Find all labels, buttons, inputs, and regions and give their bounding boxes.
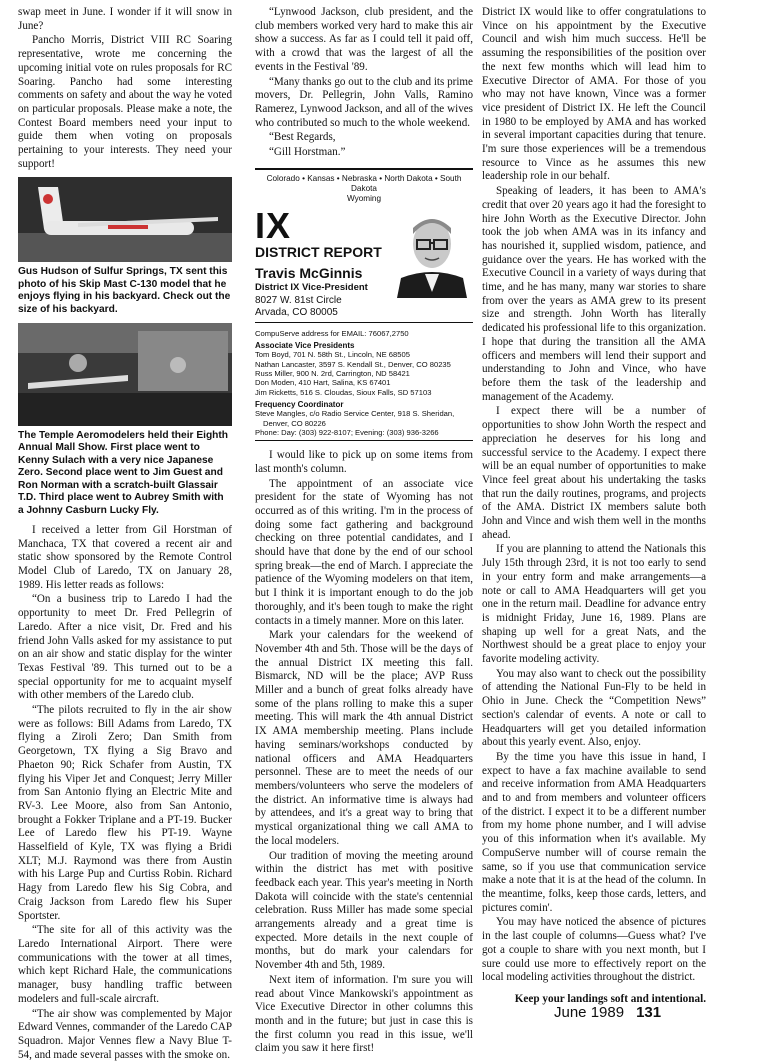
photo1-caption: Gus Hudson of Sulfur Springs, TX sent this photo of his Skip Mast C-130 model that he enjoys flying in his backyard. Check out the size of his backyard. xyxy=(18,266,231,315)
freq-coordinator: Steve Mangles, c/o Radio Service Center, 918 S. Sheridan, xyxy=(255,409,455,419)
freq-coordinator: Denver, CO 80226 xyxy=(263,418,326,428)
paragraph: “The site for all of this activity was the Laredo International Airport. There were communications with the tower at all times, which kept Richard Hale, the communications manager, busy handling traffic between modelers and full-scale aircraft. xyxy=(18,924,232,1005)
assoc-vp: Nathan Lancaster, 3597 S. Kendall St., Denver, CO 80235 xyxy=(255,359,451,369)
paragraph: I would like to pick up on some items from last month's column. xyxy=(255,449,473,475)
issue-date: June 1989 xyxy=(554,1004,625,1021)
signature: “Gill Horstman.” xyxy=(269,146,346,159)
portrait-image xyxy=(391,208,473,298)
page-number: 131 xyxy=(636,1004,662,1021)
assoc-vp: Jim Ricketts, 516 S. Cloudas, Sioux Falls, SD 57103 xyxy=(255,387,432,397)
paragraph: You may also want to check out the possibility of attending the National Fun-Fly to be held in Ohio in June. Check the “Competition News” section's calendar of events. A note or call to Headquarters will get you detailed information about this yearly event. Also, enjoy. xyxy=(482,667,706,749)
vp-title: District IX Vice-President xyxy=(255,282,368,294)
photo2-caption: The Temple Aeromodelers held their Eighth Annual Mall Show. First place went to Kenny Sulach with a very nice Japanese Zero. Second place went to Jim Guest and Ron Norman with a scratch-built Glassair T.D. Third place went to Aubrey Smith with a Johnny Casburn Lucky Fly. xyxy=(18,430,229,516)
states-list: Colorado • Kansas • Nebraska • North Dakota • South Dakota xyxy=(266,173,462,193)
paragraph: District IX would like to offer congratulations to Vince on his appointment by the Executive Council and wish him much success. He'll be assuming the responsibilities of the position over the next few months which will lead him to Executive Director of AMA. For those of you who may not have known, Vince was a former vice president of District IX. He left the Council in 1980 to be employed by AMA and has worked in several important capacities during that tenure. I'm sure those experiences will be a tremendous resource to Vince as he assumes this new leadership role in our behalf. xyxy=(482,6,706,183)
paragraph: The appointment of an associate vice president for the state of Wyoming has not occurred as of this writing. I'm in the process of doing some fact gathering and background checking on three potential candidates, and I should have that done by the end of our school spring break—the end of March. I appreciate the patience of the Wyoming modelers on that item, but I think it is important enough to do the job thoroughly, and it's been tough to make the right contacts in a timely manner. More on this later. xyxy=(255,477,473,627)
district-report-box xyxy=(255,168,473,441)
mall-show-image xyxy=(18,323,232,426)
signoff: Keep your landings soft and intentional. xyxy=(514,992,706,1005)
c130-airplane-image xyxy=(18,177,232,262)
vp-street: 8027 W. 81st Circle xyxy=(255,294,342,306)
compuserve-address: CompuServe address for EMAIL: 76067,2750 xyxy=(255,328,409,338)
photo-c130-model xyxy=(18,177,232,262)
photo-mall-show xyxy=(18,323,232,426)
assoc-vp: Don Moden, 410 Hart, Salina, KS 67401 xyxy=(255,378,391,388)
paragraph: I received a letter from Gil Horstman of Manchaca, TX that covered a recent air and static show sponsored by the Remote Control Model Club of Laredo, TX on January 28, 1989. His letter reads as follows: xyxy=(18,523,232,591)
assoc-vp: Tom Boyd, 701 N. 58th St., Lincoln, NE 68505 xyxy=(255,350,410,360)
column-2 xyxy=(255,6,473,1057)
assoc-heading: Associate Vice Presidents xyxy=(255,341,355,351)
freq-heading: Frequency Coordinator xyxy=(255,399,344,409)
paragraph: You may have noticed the absence of pictures in the last couple of columns—Guess what? I've got a couple to share with you next month, but I sure could use more to effectively report on the local modeling activities throughout the district. xyxy=(482,916,706,984)
paragraph: If you are planning to attend the Nationals this July 15th through 23rd, it is not too early to send in your entry form and make arrangements—a note or call to AMA Headquarters will get you one in the return mail. Deadline for advance entry is midnight Friday, June 16, 1989. Plans are shaping up well for a great Nats, and the Northwest should be a great place to enjoy your favorite modeling activity. xyxy=(482,543,706,666)
vp-portrait xyxy=(391,208,473,298)
paragraph: Speaking of leaders, it has been to AMA's credit that over 20 years ago it had the foresight to hire John Worth as the Executive Director. John took the job when AMA was in its infancy and has nourished it, supplied wisdom, patience, and guidance over the years. He has worked with the Executive Council in a variety of ways during that time, and he has many, many war stories to share from over the years as AMA grew to its present size and strength. John Worth has literally dedicated his professional life to this organization. I hope that during the transition all the AMA officers and members will lend their support and understanding to John and Vince, who have before them the task of the leadership and management of the Academy. xyxy=(482,185,706,403)
freq-phone: Phone: Day: (303) 922-8107; Evening: (303) 936-3266 xyxy=(255,427,439,437)
paragraph: By the time you have this issue in hand, I expect to have a fax machine available to send and receive information from AMA Headquarters and to and from members and volunteer officers of the district. I expect it to be a different number from my home phone number, and I will advise you of this information when it's available. My CompuServe number will of course remain the same, so if you use that communication service make a note that it is at the head of the column. In the meantime, folks, keep those cards, letters, and pictures comin'. xyxy=(482,750,706,914)
paragraph: I expect there will be a number of opportunities to show John Worth the respect and appreciation he deserves for his long and successful service to the Academy. I expect there will be an equal number of opportunities to make Vince feel great about his undertaking the tasks that run the daily routines, programs, and projects of the AMA. District IX members salute both John and Vince and wish them well in the months ahead. xyxy=(482,405,706,541)
report-title: DISTRICT REPORT xyxy=(255,243,382,260)
paragraph: “The air show was complemented by Major Edward Vennes, commander of the Laredo CAP Squadron. Major Vennes flew a Navy Blue T-54, and made several passes with the smoke on. xyxy=(18,1007,232,1061)
paragraph: Our tradition of moving the meeting around within the district has met with positive feedback each year. This year's meeting in North Dakota will coincide with the state's centennial celebration. Russ Miller has made some special arrangements already and a great time is expected. More details in the next couple of months, but do mark your calendars for November 4th and 5th, 1989. xyxy=(255,849,473,972)
column-3 xyxy=(482,6,706,1007)
district-number: IX xyxy=(255,204,292,246)
paragraph: “Lynwood Jackson, club president, and the club members worked very hard to make this air show a success. As far as I could tell it paid off, with a crowd that was the largest of all the events in the Festival '89. xyxy=(255,6,473,73)
paragraph: “On a business trip to Laredo I had the opportunity to meet Dr. Fred Pellegrin of Laredo. After a nice visit, Dr. Fred and his friend John Valls asked for my assistance to put on an air show and static display for the winter Texas Festival '89. This turned out to be a special opportunity for me to acquaint myself with other members of the Laredo club. xyxy=(18,593,232,702)
paragraph: swap meet in June. I wonder if it will snow in June? xyxy=(18,6,232,32)
column-1 xyxy=(18,6,232,1063)
paragraph: “The pilots recruited to fly in the air show were as follows: Bill Adams from Laredo, TX flying a Ziroli Zero; Dan Smith from Georgetown, TX flying a Sig Bravo and Phaeton 90; Rick Schafer from Austin, TX flying his Viper Jet and Conquest; Jerry Miller from San Antonio flying an Electric Mite and RV-3. Lee Moore, also from San Antonio, brought a Fokker Triplane and a PT-19. Bucker Lee of Laredo flew his PT-19. Wayne Hasselfield of Kyle, TX was flying a Bridi XLT; M.J. Raymond was there from Austin with his Large Pup and Curtiss Robin. Richard Hagy from Laredo flew his Sig Cobra, and Craig Jackson from Laredo flew his Super Sportster. xyxy=(18,704,232,922)
closing: “Best Regards, xyxy=(269,131,336,144)
paragraph: “Many thanks go out to the club and its prime movers, Dr. Pellegrin, John Valls, Ramino Ramerez, Lynwood Jackson, and all of the wives who contributed so much to the whole weekend. xyxy=(255,75,473,129)
paragraph: Next item of information. I'm sure you will read about Vince Mankowski's appointment as Vice Executive Director in other columns this month and in the future; but just in case this is the first column you read in this issue, we'll claim you saw it here first! xyxy=(255,973,473,1055)
paragraph: Mark your calendars for the weekend of November 4th and 5th. Those will be the days of the annual District IX meeting this fall. Bismarck, ND will be the place; AVP Russ Miller and a bunch of great folks already have some of the plans rolling to make this a super meeting. This will mark the 4th annual District IX AMA membership meeting. Plans include having seminars/workshops conducted by national officers and AMA Headquarters personnel. These are to meet the needs of our members/volunteers who serve the modelers of the district. An informative time is always had by attendees, and it's a great way to bring that mystical organizational thing we call AMA to the local modelers. xyxy=(255,629,473,847)
page-footer xyxy=(554,1004,661,1021)
states-list-2: Wyoming xyxy=(346,193,382,203)
vp-city: Arvada, CO 80005 xyxy=(255,306,338,318)
paragraph: Pancho Morris, District VIII RC Soaring representative, wrote me concerning the upcoming initial vote on rules proposals for RC Soaring. Pancho had some interesting comments on safety and about the way he voted on particular proposals. Please make a note, the Contest Board members need your input to guide them when voting on proposals pertaining to your interests. They need your support! xyxy=(18,34,232,170)
assoc-vp: Russ Miller, 900 N. 2rd, Carrington, ND 58421 xyxy=(255,369,410,379)
vp-name: Travis McGinnis xyxy=(255,265,363,282)
